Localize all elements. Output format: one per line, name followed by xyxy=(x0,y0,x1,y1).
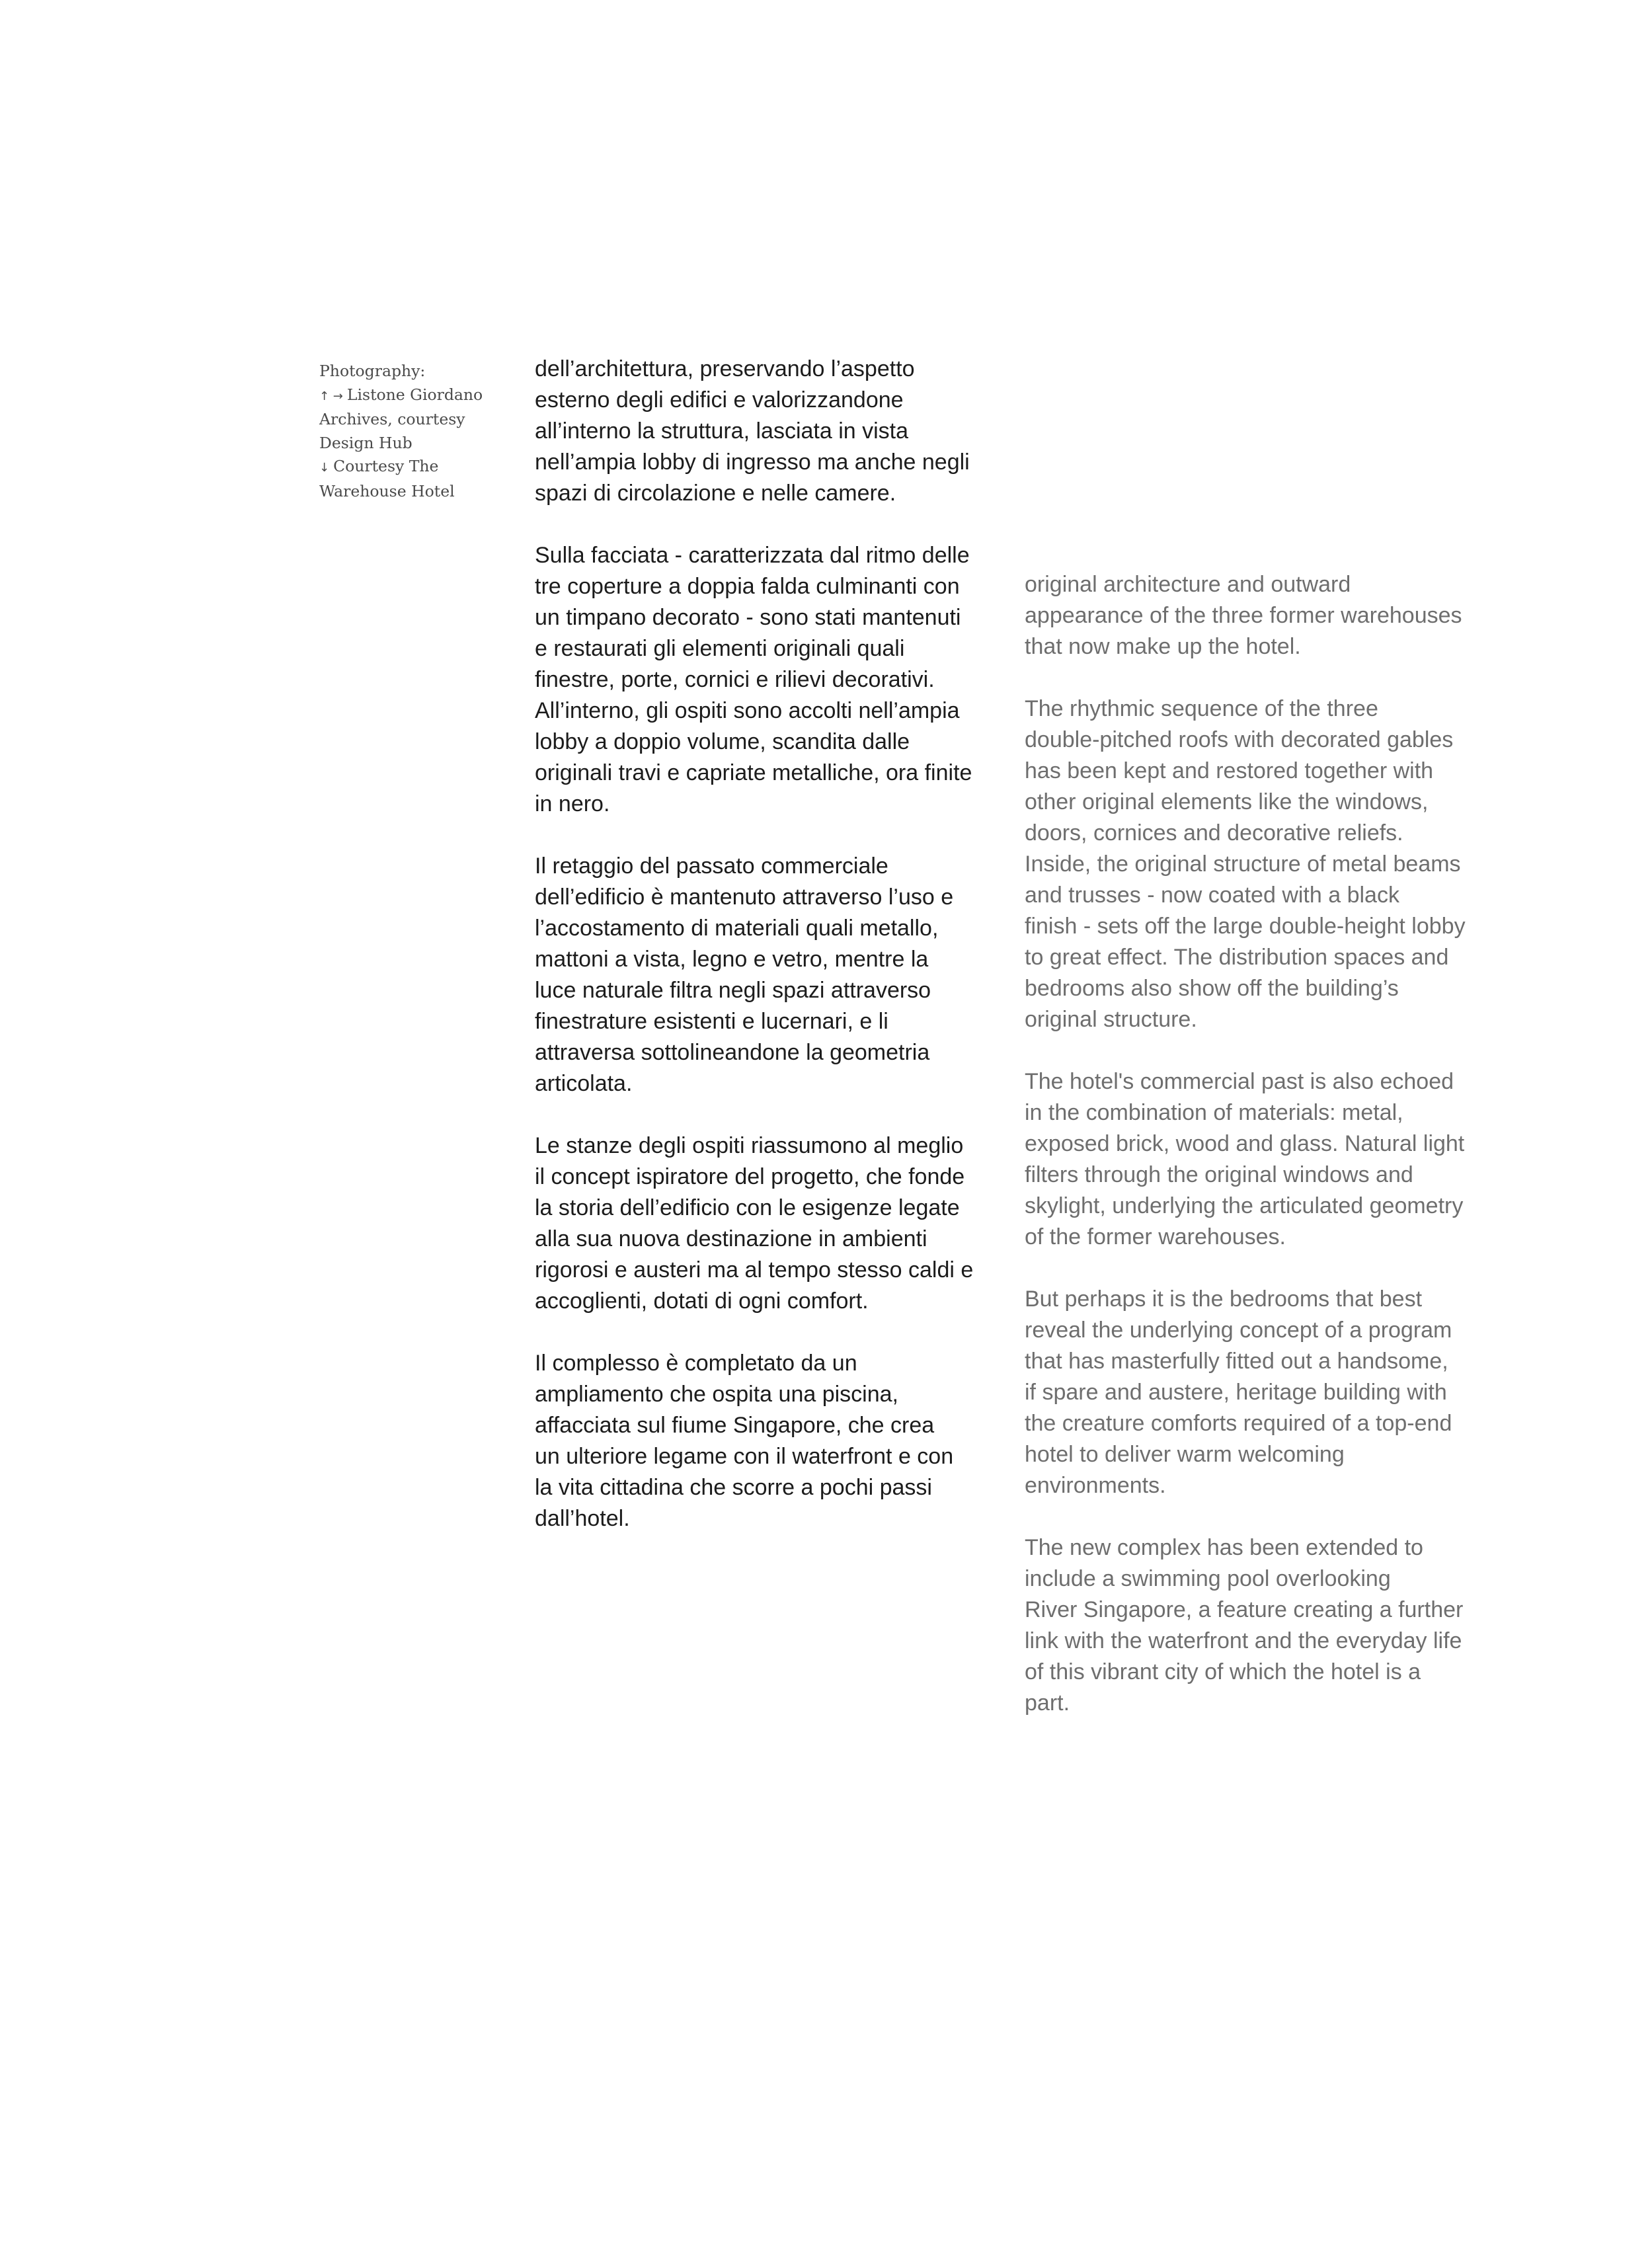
down-arrow-icon: ↓ xyxy=(319,461,330,475)
text-line: mattoni a vista, legno e vetro, mentre la xyxy=(535,947,929,972)
text-line: other original elements like the windows, xyxy=(1025,789,1429,814)
credits-line xyxy=(319,383,498,409)
text-line: spazi di circolazione e nelle camere. xyxy=(535,481,896,506)
text-line: l’accostamento di materiali quali metallo, xyxy=(535,916,939,941)
body-paragraph xyxy=(535,851,1011,1099)
text-line: the creature comforts required of a top-end xyxy=(1025,1411,1452,1436)
text-line: esterno degli edifici e valorizzandone xyxy=(535,387,904,413)
text-line: All’interno, gli ospiti sono accolti nell’ampia xyxy=(535,698,960,723)
text-line: all’interno la struttura, lasciata in vista xyxy=(535,418,909,444)
text-line: e restaurati gli elementi originali quali xyxy=(535,636,905,661)
text-line: lobby a doppio volume, scandita dalle xyxy=(535,729,910,754)
text-line: dall’hotel. xyxy=(535,1506,630,1531)
text-line: exposed brick, wood and glass. Natural light xyxy=(1025,1131,1465,1156)
text-line: The hotel's commercial past is also echoed xyxy=(1025,1069,1454,1094)
text-line: tre coperture a doppia falda culminanti con xyxy=(535,574,960,599)
text-line: has been kept and restored together with xyxy=(1025,758,1434,783)
text-line: accoglienti, dotati di ogni comfort. xyxy=(535,1288,869,1314)
text-line: The rhythmic sequence of the three xyxy=(1025,696,1378,721)
body-paragraph xyxy=(535,354,1011,509)
text-line: dell’architettura, preservando l’aspetto xyxy=(535,356,915,381)
text-line: la storia dell’edificio con le esigenze legate xyxy=(535,1195,960,1220)
text-line: finestrature esistenti e lucernari, e li xyxy=(535,1009,888,1034)
text-line: of this vibrant city of which the hotel is a xyxy=(1025,1659,1421,1684)
english-text-column xyxy=(1025,569,1487,1750)
text-line: Le stanze degli ospiti riassumono al meglio xyxy=(535,1133,964,1158)
text-line: filters through the original windows and xyxy=(1025,1162,1413,1187)
italian-text-column xyxy=(535,354,1011,1565)
body-paragraph xyxy=(1025,1284,1487,1501)
text-line: part. xyxy=(1025,1690,1070,1716)
text-line: luce naturale filtra negli spazi attraverso xyxy=(535,978,931,1003)
text-line: if spare and austere, heritage building with xyxy=(1025,1380,1447,1405)
text-line: Inside, the original structure of metal beams xyxy=(1025,851,1461,877)
text-line: reveal the underlying concept of a program xyxy=(1025,1318,1452,1343)
credits-line: Design Hub xyxy=(319,433,413,452)
text-line: River Singapore, a feature creating a further xyxy=(1025,1597,1464,1622)
text-line: ampliamento che ospita una piscina, xyxy=(535,1382,898,1407)
text-line: attraversa sottolineandone la geometria xyxy=(535,1040,930,1065)
text-line: link with the waterfront and the everyday life xyxy=(1025,1628,1462,1653)
photo-credits xyxy=(319,360,498,503)
text-line: bedrooms also show off the building’s xyxy=(1025,976,1399,1001)
text-line: original structure. xyxy=(1025,1007,1197,1032)
text-line: dell’edificio è mantenuto attraverso l’uso e xyxy=(535,885,954,910)
text-line: environments. xyxy=(1025,1473,1166,1498)
credits-line xyxy=(319,455,498,480)
text-line: skylight, underlying the articulated geometry xyxy=(1025,1193,1464,1218)
text-line: double-pitched roofs with decorated gables xyxy=(1025,727,1454,752)
text-line: il concept ispiratore del progetto, che fonde xyxy=(535,1164,965,1189)
text-line: in nero. xyxy=(535,791,610,816)
text-line: un ulteriore legame con il waterfront e con xyxy=(535,1444,954,1469)
text-line: of the former warehouses. xyxy=(1025,1224,1286,1249)
text-line: originali travi e capriate metalliche, ora finite xyxy=(535,760,972,785)
credits-line: Warehouse Hotel xyxy=(319,481,455,500)
credits-text: Courtesy The xyxy=(333,457,439,475)
text-line: But perhaps it is the bedrooms that best xyxy=(1025,1286,1423,1312)
text-line: finish - sets off the large double-height lobby xyxy=(1025,914,1466,939)
text-line: in the combination of materials: metal, xyxy=(1025,1100,1403,1125)
text-line: original architecture and outward xyxy=(1025,572,1351,597)
text-line: Il retaggio del passato commerciale xyxy=(535,853,888,879)
body-paragraph xyxy=(1025,1066,1487,1253)
body-paragraph xyxy=(535,1348,1011,1534)
text-line: nell’ampia lobby di ingresso ma anche negli xyxy=(535,450,970,475)
credits-line: Archives, courtesy xyxy=(319,410,465,428)
text-line: articolata. xyxy=(535,1071,633,1096)
credits-text: Listone Giordano xyxy=(346,385,483,404)
text-line: finestre, porte, cornici e rilievi decorativi. xyxy=(535,667,935,692)
text-line: that now make up the hotel. xyxy=(1025,634,1301,659)
credits-label: Photography: xyxy=(319,362,426,380)
text-line: doors, cornices and decorative reliefs. xyxy=(1025,820,1403,846)
body-paragraph xyxy=(535,1130,1011,1317)
text-line: alla sua nuova destinazione in ambienti xyxy=(535,1226,927,1251)
body-paragraph xyxy=(1025,1532,1487,1719)
text-line: rigorosi e austeri ma al tempo stesso caldi e xyxy=(535,1257,974,1283)
text-line: to great effect. The distribution spaces and xyxy=(1025,945,1449,970)
text-line: un timpano decorato - sono stati mantenuti xyxy=(535,605,961,630)
text-line: and trusses - now coated with a black xyxy=(1025,883,1399,908)
text-line: Il complesso è completato da un xyxy=(535,1351,857,1376)
text-line: include a swimming pool overlooking xyxy=(1025,1566,1391,1591)
text-line: Sulla facciata - caratterizzata dal ritmo delle xyxy=(535,543,970,568)
text-line: The new complex has been extended to xyxy=(1025,1535,1423,1560)
text-line: that has masterfully fitted out a handsome, xyxy=(1025,1349,1448,1374)
text-line: la vita cittadina che scorre a pochi passi xyxy=(535,1475,932,1500)
text-line: appearance of the three former warehouses xyxy=(1025,603,1462,628)
up-right-arrow-icon: ↑ → xyxy=(319,389,343,403)
text-line: hotel to deliver warm welcoming xyxy=(1025,1442,1345,1467)
body-paragraph xyxy=(1025,569,1487,662)
body-paragraph xyxy=(535,540,1011,820)
body-paragraph xyxy=(1025,693,1487,1035)
text-line: affacciata sul fiume Singapore, che crea xyxy=(535,1413,935,1438)
